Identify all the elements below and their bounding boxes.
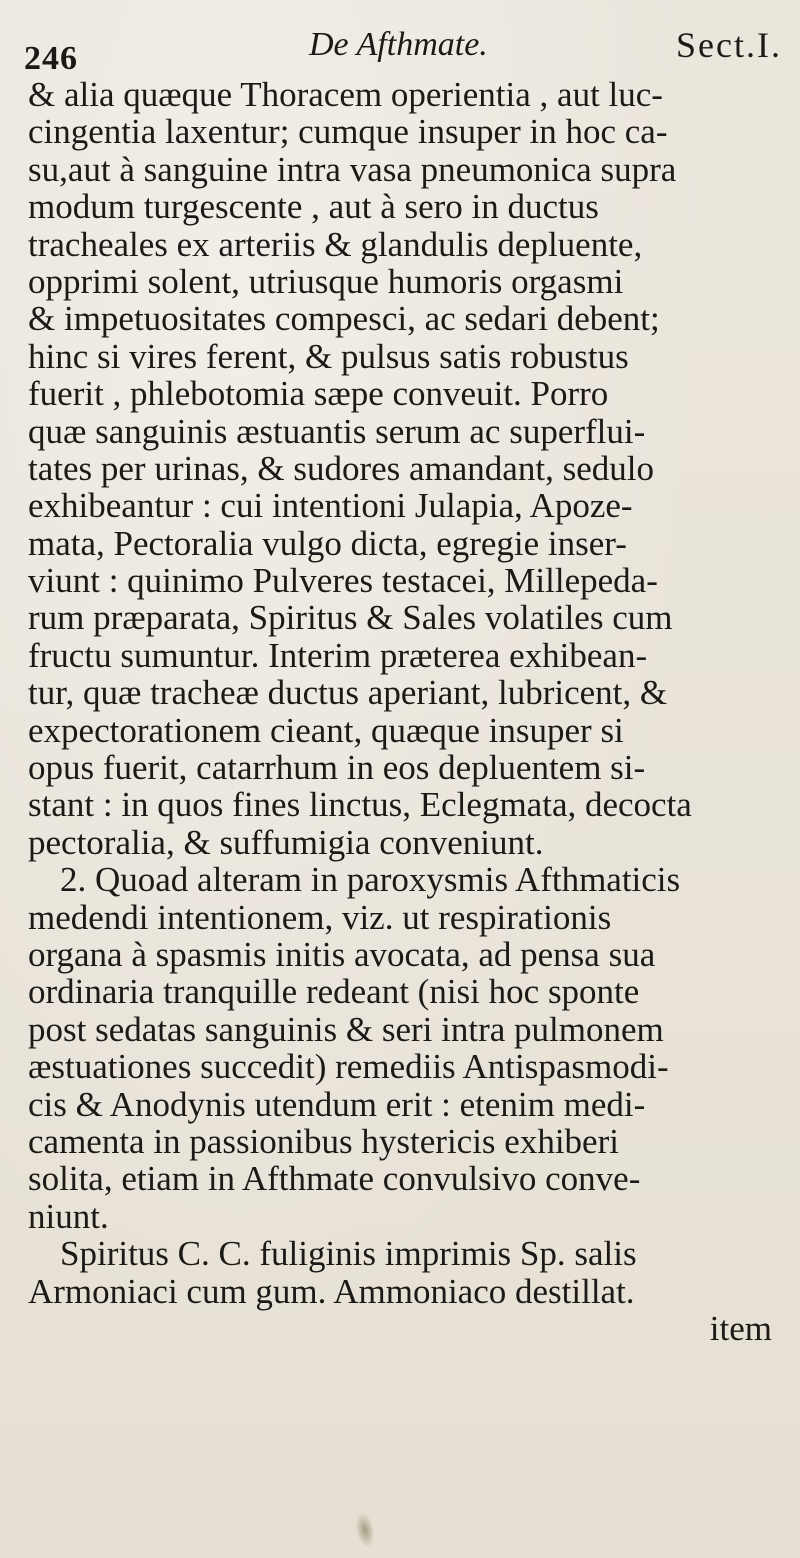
text-line: fuerit , phlebotomia sæpe conveuit. Porro <box>28 374 609 414</box>
text-line: cingentia laxentur; cumque insuper in hoc ca- <box>28 112 668 152</box>
text-line: tates per urinas, & sudores amandant, sedulo <box>28 448 654 488</box>
text-line: fructu sumuntur. Interim præterea exhibean- <box>28 635 648 675</box>
text-line: rum præparata, Spiritus & Sales volatiles cum <box>28 598 673 638</box>
text-line: 2. Quoad alteram in paroxysmis Afthmaticis <box>60 860 681 900</box>
section-label: Sect.I. <box>676 25 782 65</box>
catchword: item <box>709 1308 772 1348</box>
text-line: solita, etiam in Afthmate convulsivo conve- <box>28 1159 641 1199</box>
text-line: æstuationes succedit) remediis Antispasmodi- <box>28 1047 669 1087</box>
text-line: post sedatas sanguinis & seri intra pulmonem <box>28 1009 664 1049</box>
text-line: viunt : quinimo Pulveres testacei, Millepeda- <box>28 561 658 601</box>
text-line: Armoniaci cum gum. Ammoniaco destillat. <box>28 1271 635 1311</box>
text-line: medendi intentionem, viz. ut respirationis <box>28 897 612 937</box>
text-line: su,aut à sanguine intra vasa pneumonica supra <box>28 149 677 189</box>
text-line: ordinaria tranquille redeant (nisi hoc sponte <box>28 972 640 1012</box>
text-line: opus fuerit, catarrhum in eos depluentem si- <box>28 748 646 788</box>
ink-stain <box>352 1511 377 1550</box>
text-line: & alia quæque Thoracem operientia , aut luc- <box>28 75 663 114</box>
page-number: 246 <box>24 40 78 77</box>
text-line: organa à spasmis initis avocata, ad pensa sua <box>28 934 656 974</box>
text-line: tur, quæ tracheæ ductus aperiant, lubricent, & <box>28 673 668 713</box>
text-line: modum turgescente , aut à sero in ductus <box>28 187 599 227</box>
text-line: tracheales ex arteriis & glandulis depluente, <box>28 224 643 264</box>
text-line: stant : in quos fines linctus, Eclegmata, decocta <box>28 785 692 825</box>
text-line: exhibeantur : cui intentioni Julapia, Apoze- <box>28 486 633 526</box>
text-line: opprimi solent, utriusque humoris orgasmi <box>28 261 624 301</box>
text-line: hinc si vires ferent, & pulsus satis robustus <box>28 336 629 376</box>
text-line: expectorationem cieant, quæque insuper si <box>28 710 624 750</box>
text-line: niunt. <box>28 1196 109 1236</box>
text-line: pectoralia, & suffumigia conveniunt. <box>28 822 544 862</box>
text-line: camenta in passionibus hystericis exhiberi <box>28 1121 619 1161</box>
text-line: mata, Pectoralia vulgo dicta, egregie inser- <box>28 523 627 563</box>
text-line: cis & Anodynis utendum erit : etenim medi- <box>28 1084 646 1124</box>
text-line: & impetuositates compesci, ac sedari debent; <box>28 299 660 339</box>
page-header <box>24 14 782 77</box>
running-title: De Afthmate. <box>309 26 488 63</box>
text-line: Spiritus C. C. fuliginis imprimis Sp. salis <box>60 1234 637 1274</box>
text-line: quæ sanguinis æstuantis serum ac superflui- <box>28 411 646 451</box>
body-text <box>28 76 794 1347</box>
